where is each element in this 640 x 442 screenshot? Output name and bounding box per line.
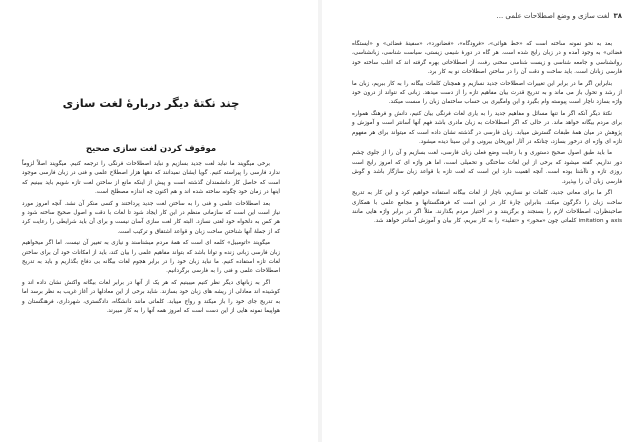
section-title: موقوف کردن لغت سازی صحیح	[85, 144, 217, 154]
left-paragraph-2: بعد اصطلاحات علمی و فنی را به ساختن لغت جدید پرداختند و کسی منکر آن نشد. آنچه امروز مورد نیاز است این است که سازمانی منظم در این کار ایجاد شود تا لغات با دقت و اصول صحیح ساخته شود و هر کس به دلخواه خود لغتی نسازد. البته کار لغت سازی آسان نیست و برای آن باید شرایطی را رعایت کرد که از جملهٔ آنها شناختن ساخت زبان و قواعد اشتقاق و ترکیب است.	[22, 200, 280, 235]
right-paragraph-4: ما باید طبق اصول صحیح دستوری و با رعایت وضع فعلی زبان فارسی، لغت بسازیم و آن را از جلوی چشم دور نداریم. گفته میشود که برخی از این لغات ساختگی و تحمیلی است، اما هر واژه ای که امروز رایج است روزی تازه و ناآشنا بوده است. آنچه اهمیت دارد این است که لغت تازه با قواعد زبان سازگار باشد و گوش فارسی زبان آن را بپذیرد.	[352, 150, 622, 185]
left-paragraph-4: اگر به زبانهای دیگر نظر کنیم میبینیم که هر یک از آنها در برابر لغات بیگانه واکنش نشان داده اند و کوشیده اند معادلی از ریشه های زبان خود بسازند. شاید برخی از این معادلها در آغاز غریب به نظر برسد اما به تدریج جای خود را باز میکند و رواج مییابد. کلماتی مانند دانشگاه، دادگستری، شهرداری، فرهنگستان و هواپیما نمونه هایی از این دست است که امروز همه آنها را به کار میبرند.	[22, 279, 280, 315]
left-paragraph-3: میگویند «اتومبیل» کلمه ای است که همهٔ مردم میشناسند و نیازی به تغییر آن نیست. اما اگر میخواهیم زبان فارسی زبانی زنده و توانا باشد که بتواند مفاهیم علمی را بیان کند، باید از امکانات خود آن برای ساختن لغات تازه استفاده کنیم. ما نباید زبان خود را در برابر هجوم لغات بیگانه بی دفاع بگذاریم و باید به تدریج اصطلاحات علمی و فنی را به فارسی برگردانیم.	[22, 240, 280, 275]
left-paragraph-1: برخی میگویند ما نباید لغت جدید بسازیم و نباید اصطلاحات فرنگی را ترجمه کنیم. میگویند اصلاً لزوماً ندارد فارسی را پیراسته کنیم. گویا ایشان نمیدانند که دهها هزار اصطلاح علمی و فنی در زبان فارسی موجود است که حاصل کار دانشمندان گذشته است و پیش از اینکه مانع از ساختن لغت تازه شویم باید ببینیم که اینها در زمان خود چگونه ساخته شده اند و هم اکنون چه اندازه مصطلح است.	[22, 161, 280, 196]
right-paragraph-3: نکتهٔ دیگر آنکه اگر ما تنها مسائل و مفاهیم جدید را به یاری لغات فرنگی بیان کنیم، دانش و فرهنگ همواره برای مردم بیگانه خواهد ماند. در حالی که اگر اصطلاحات به زبان مادری باشد فهم آنها آسانتر است و آموزش و پژوهش در میان همهٔ طبقات گسترش مییابد. زبان فارسی در گذشته نشان داده است که میتواند برای هر مفهوم تازه ای واژه ای درخور بسازد، چنانکه در آثار ابوریحان بیرونی و ابن سینا دیده میشود.	[352, 110, 622, 146]
right-paragraph-5: اگر ما برای معانی جدید، کلمات نو نسازیم، ناچار از لغات بیگانه استفاده خواهیم کرد و این کار به تدریج ساخت زبان را دگرگون میکند. بنابراین چارهٔ کار در این است که فرهنگستانها و مجامع علمی با همکاری صاحبنظران، اصطلاحات لازم را بسنجند و برگزینند و در اختیار مردم بگذارند. مثلاً اگر در برابر واژه هایی مانند axis و imitation کلماتی چون «محور» و «تقلید» را به کار ببریم، کار بیان و آموزش آسانتر خواهد شد.	[352, 190, 622, 225]
running-title: لغت سازی و وضع اصطلاحات علمی ...	[496, 12, 610, 20]
page-number: ۳۸	[613, 12, 622, 20]
running-header	[352, 12, 622, 20]
chapter-title: چند نکتهٔ دیگر دربارهٔ لغت سازی	[62, 96, 240, 110]
right-page	[322, 0, 640, 442]
right-paragraph-1: بعد به نحو نمونه ساخته است که «خط هوائی»، «فرودگاه»، «فضانورد»، «سفینهٔ فضائی» و «ایستگاه فضائی» به وجود آمده و در زبان رایج شده است. هر گاه در دورهٔ شیمی زیستی، سیاست شناسی، زبانشناسی، روانشناسی و جامعه شناسی و زیست شناسی سخنی رفت، از اصطلاحاتی بهره گرفته اند که اغلب ساخته خود فارسی زبانان است. باید ساخت و دقت آن را در ساختن اصطلاحات نو به کار برد.	[352, 41, 622, 76]
right-paragraph-2: بنابراین اگر ما در برابر این تغییرات اصطلاحات جدید نسازیم و همچنان کلمات بیگانه را به کار ببریم، زبان ما از رشد و تحول باز می ماند و به تدریج قدرت بیان مفاهیم تازه را از دست میدهد. زبانی که نتواند از درون خود واژه بسازد ناچار است پیوسته وام بگیرد و این وامگیری بی حساب ساختمان زبان را سست میکند.	[352, 80, 622, 106]
left-page	[0, 0, 318, 442]
